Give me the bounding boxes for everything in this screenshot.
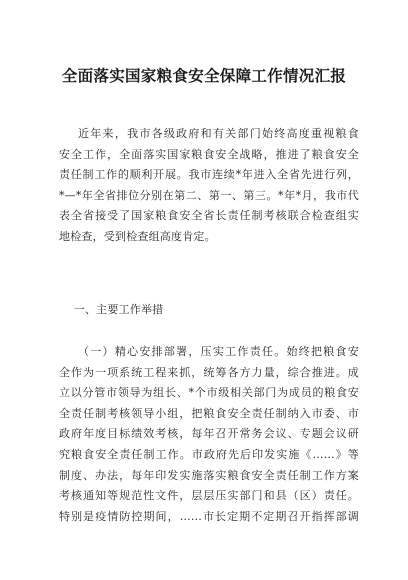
intro-line: 表全省接受了国家粮食安全省长责任制考核联合检查组实 <box>59 209 359 223</box>
section-line: 立以分管市领导为组长、*个市级相关部门为成员的粮食安 <box>59 386 359 400</box>
section-line: 究粮食安全责任制工作。市政府先后印发实施《……》等 <box>59 447 359 461</box>
intro-line: *—*年全省排位分别在第二、第一、第三。*年*月，我市代 <box>59 188 359 202</box>
section-line: 制度、办法，每年印发实施落实粮食安全责任制工作方案 <box>59 468 359 482</box>
section-line: 特别是疫情防控期间，……市长定期不定期召开指挥部调 <box>59 509 359 523</box>
section-line: 政府年度目标绩效考核，每年召开常务会议、专题会议研 <box>59 427 359 441</box>
section-line: 考核通知等规范性文件，层层压实部门和县（区）责任。 <box>59 489 359 503</box>
section-line: 全责任制考核领导小组，把粮食安全责任制纳入市委、市 <box>59 406 359 420</box>
section-line: 全作为一项系统工程来抓，统筹各方力量，综合推进。成 <box>59 365 359 379</box>
document-title: 全面落实国家粮食安全保障工作情况汇报 <box>61 67 347 85</box>
section-line: （一）精心安排部署，压实工作责任。始终把粮食安 <box>59 345 359 358</box>
intro-line: 责任制工作的顺利开展。我市连续*年进入全省先进行列， <box>59 168 359 182</box>
intro-line: 地检查，受到检查组高度肯定。 <box>59 229 216 243</box>
intro-line: 近年来，我市各级政府和有关部门始终高度重视粮食 <box>59 127 359 140</box>
intro-line: 安全工作，全面落实国家粮食安全战略，推进了粮食安全 <box>59 147 359 161</box>
intro-paragraph <box>59 124 359 248</box>
section-heading <box>59 300 359 321</box>
section-heading-text: 一、主要工作举措 <box>59 303 164 316</box>
section-paragraph <box>59 342 359 527</box>
